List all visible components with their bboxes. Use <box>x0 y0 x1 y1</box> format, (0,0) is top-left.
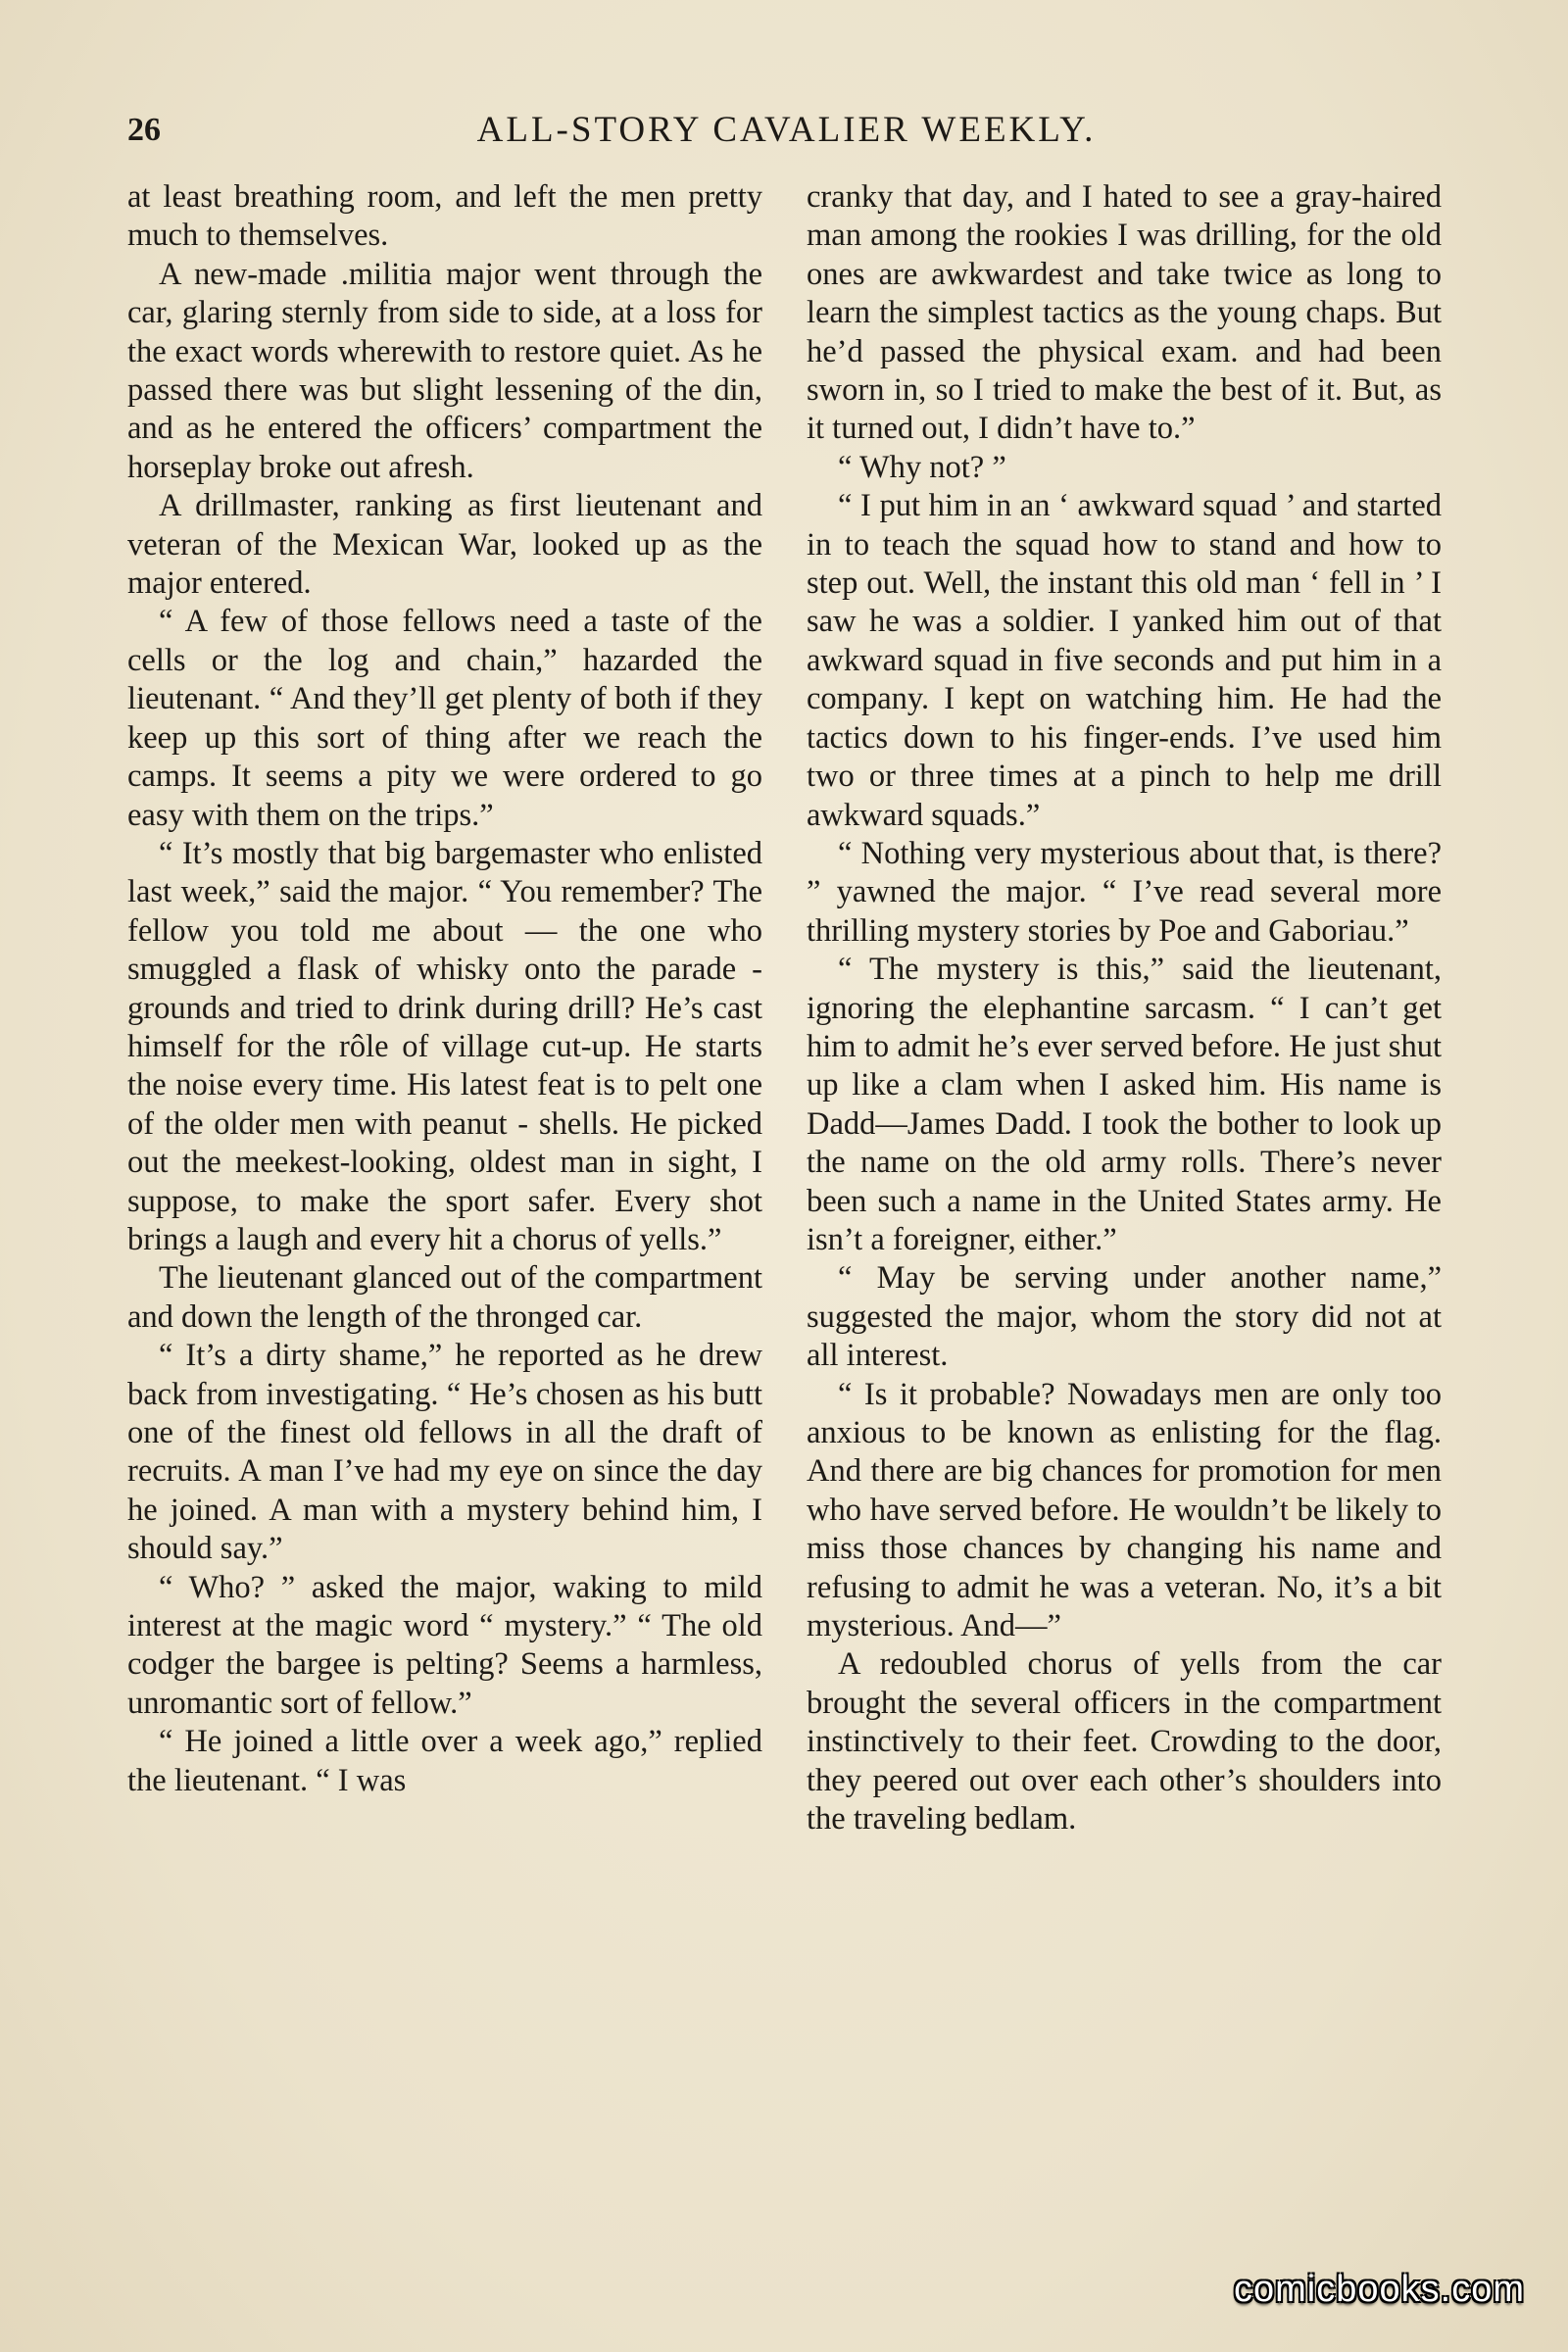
paragraph: cranky that day, and I hated to see a gray-haired man among the rookies I was drilling, for the old ones are awkwardest and take twice as long to learn the simplest tactics as the young chaps. But he’d passed the physical exam. and had been sworn in, so I tried to make the best of it. But, as it turned out, I didn’t have to.” <box>807 179 1442 447</box>
paragraph: “ A few of those fellows need a taste of the cells or the log and chain,” hazarded the lieutenant. “ And they’ll get plenty of both if they keep up this sort of thing after we reach the camps. It seems a pity we were ordered to go easy with them on the trips.” <box>127 604 762 833</box>
paragraph: The lieutenant glanced out of the compartment and down the length of the thronged car. <box>127 1260 762 1335</box>
paragraph: “ It’s a dirty shame,” he reported as he drew back from investigating. “ He’s chosen as his butt one of the finest old fellows in all the draft of recruits. A man I’ve had my eye on since the day he joined. A man with a mystery behind him, I should say.” <box>127 1338 762 1567</box>
paragraph: A redoubled chorus of yells from the car brought the several officers in the compartment instinctively to their feet. Crowding to the door, they peered out over each other’s shoulders into the traveling bedlam. <box>807 1646 1442 1838</box>
page-header <box>127 106 1446 155</box>
paragraph: “ Who? ” asked the major, waking to mild interest at the magic word “ mystery.” “ The old codger the bargee is pelting? Seems a harmless, unromantic sort of fellow.” <box>127 1569 762 1721</box>
paragraph: A drillmaster, ranking as first lieutenant and veteran of the Mexican War, looked up as the major entered. <box>127 488 762 602</box>
source-watermark: comicbooks.com <box>1234 2269 1525 2310</box>
running-title: ALL-STORY CAVALIER WEEKLY. <box>476 110 1097 150</box>
paragraph: A new-made .militia major went through the car, glaring sternly from side to side, at a loss for the exact words wherewith to restore quiet. As he passed there was but slight lessening of the din, and as he entered the officers’ compartment the horseplay broke out afresh. <box>127 256 762 485</box>
paragraph: “ It’s mostly that big bargemaster who enlisted last week,” said the major. “ You remember? The fellow you told me about — the one who smuggled a flask of whisky onto the parade - grounds and tried to drink during drill? He’s cast himself for the rôle of village cut-up. He starts the noise every time. His latest feat is to pelt one of the older men with peanut - shells. He picked out the meekest-looking, oldest man in sight, I suppose, to make the sport safer. Every shot brings a laugh and every hit a chorus of yells.” <box>127 835 762 1257</box>
paragraph: “ The mystery is this,” said the lieutenant, ignoring the elephantine sarcasm. “ I can’t get him to admit he’s ever served before. He just shut up like a clam when I asked him. His name is Dadd—James Dadd. I took the bother to look up the name on the old army rolls. There’s never been such a name in the United States army. He isn’t a foreigner, either.” <box>807 952 1442 1257</box>
paragraph: “ He joined a little over a week ago,” replied the lieutenant. “ I was <box>127 1724 762 1798</box>
paragraph: “ May be serving under another name,” suggested the major, whom the story did not at all interest. <box>807 1260 1442 1374</box>
page-number: 26 <box>127 112 161 148</box>
left-column <box>127 178 762 1800</box>
right-column <box>807 178 1442 1838</box>
paragraph: “ Nothing very mysterious about that, is there? ” yawned the major. “ I’ve read several more thrilling mystery stories by Poe and Gaboriau.” <box>807 835 1442 949</box>
paragraph: “ Is it probable? Nowadays men are only too anxious to be known as enlisting for the flag. And there are big chances for promotion for men who have served before. He wouldn’t be likely to miss those chances by changing his name and refusing to admit he was a veteran. No, it’s a bit mysterious. And—” <box>807 1376 1442 1644</box>
paragraph: “ I put him in an ‘ awkward squad ’ and started in to teach the squad how to stand and how to step out. Well, the instant this old man ‘ fell in ’ I saw he was a soldier. I yanked him out of that awkward squad in five seconds and put him in a company. I kept on watching him. He had the tactics down to his finger-ends. I’ve used him two or three times at a pinch to help me drill awkward squads.” <box>807 488 1442 833</box>
paragraph: “ Why not? ” <box>838 449 1006 485</box>
paragraph: at least breathing room, and left the men pretty much to themselves. <box>127 179 762 254</box>
